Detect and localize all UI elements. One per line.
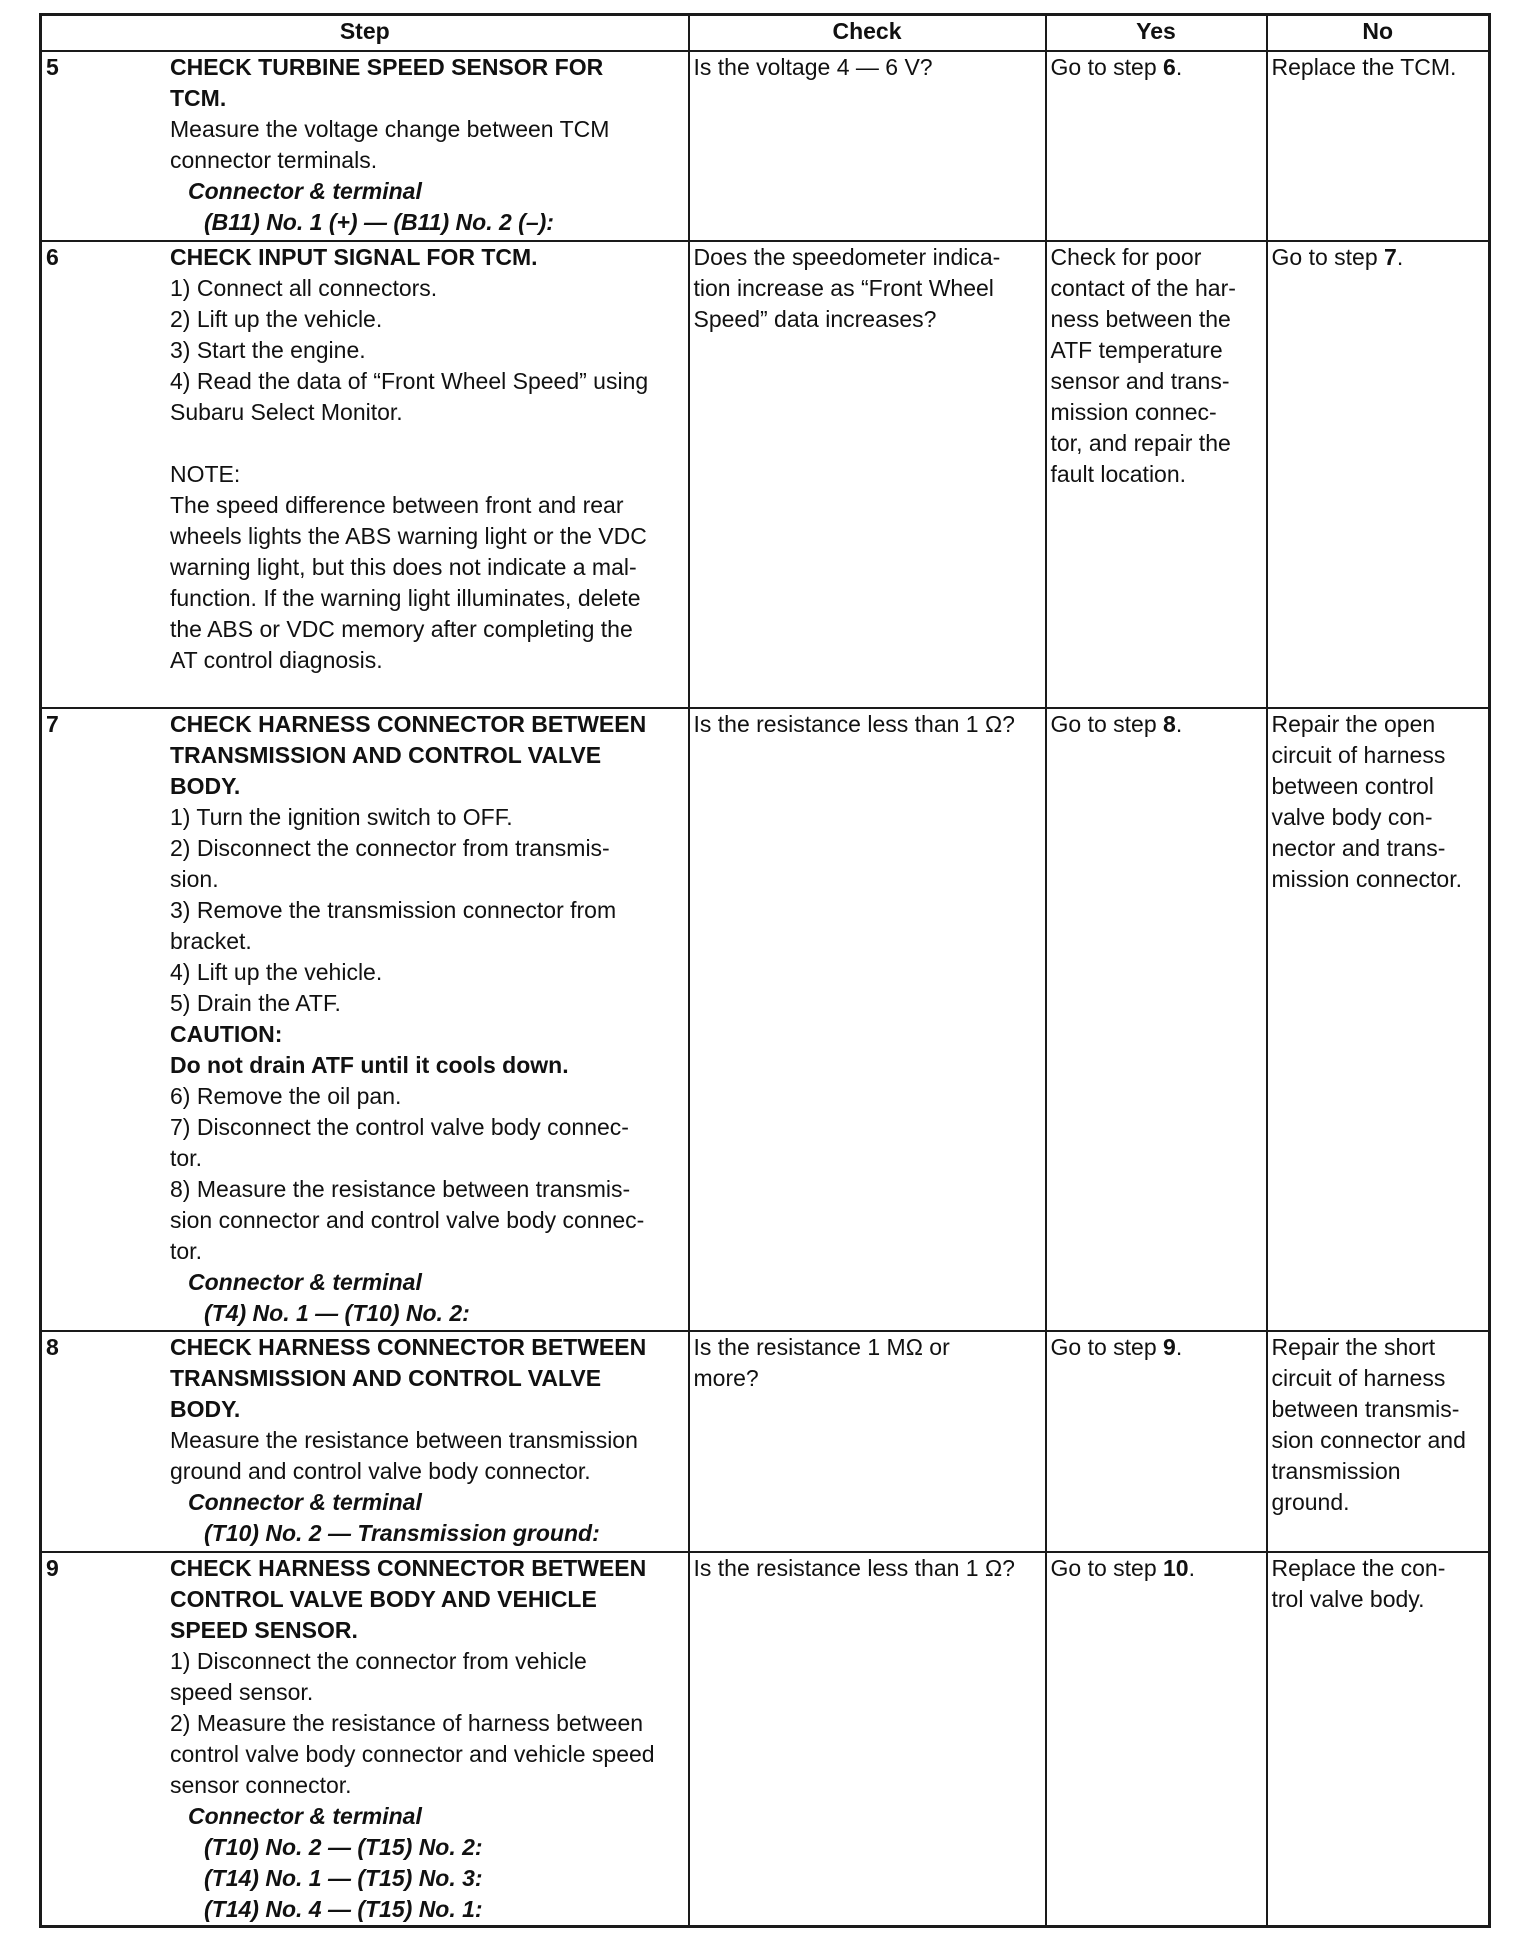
note-label: NOTE:	[170, 461, 241, 487]
no-text: ground.	[1271, 1489, 1350, 1515]
step-item: control valve body connector and vehicle speed	[170, 1741, 655, 1767]
step-item: sion connector and control valve body connec-	[170, 1207, 645, 1233]
check-text: Is the resistance less than 1 Ω?	[693, 711, 1015, 737]
step-item: 3) Remove the transmission connector from	[170, 897, 617, 923]
no-text: circuit of harness	[1271, 1365, 1446, 1391]
note-text: wheels lights the ABS warning light or the VDC	[170, 523, 647, 549]
step-item: 1) Disconnect the connector from vehicle	[170, 1648, 587, 1674]
yes-text: fault location.	[1050, 461, 1187, 487]
step-item: 5) Drain the ATF.	[170, 990, 341, 1016]
step-number: 5	[46, 54, 59, 80]
check-cell	[689, 1331, 1046, 1552]
no-text: Repair the short	[1271, 1334, 1436, 1360]
table-row	[41, 1331, 1490, 1552]
yes-text: contact of the har-	[1050, 275, 1236, 301]
yes-text: ness between the	[1050, 306, 1231, 332]
header-yes: Yes	[1046, 15, 1267, 52]
yes-step-link[interactable]: 10	[1163, 1555, 1189, 1581]
header-no: No	[1267, 15, 1490, 52]
step-title: CHECK INPUT SIGNAL FOR TCM.	[170, 244, 538, 270]
no-step-link[interactable]: 7	[1384, 244, 1397, 270]
step-cell	[41, 51, 689, 241]
no-cell	[1267, 51, 1490, 241]
step-number: 6	[46, 244, 59, 270]
connector-label: Connector & terminal	[188, 178, 422, 204]
no-text: mission connector.	[1271, 866, 1462, 892]
step-item: 4) Read the data of “Front Wheel Speed” using	[170, 368, 649, 394]
step-item: 2) Disconnect the connector from transmis-	[170, 835, 610, 861]
check-text: Is the resistance 1 MΩ or	[693, 1334, 950, 1360]
yes-suffix: .	[1175, 711, 1183, 737]
no-text: Replace the con-	[1271, 1555, 1446, 1581]
no-text: Replace the TCM.	[1271, 54, 1457, 80]
step-item: tor.	[170, 1238, 202, 1264]
step-cell	[41, 241, 689, 708]
check-text: tion increase as “Front Wheel	[693, 275, 994, 301]
step-title: SPEED SENSOR.	[170, 1617, 358, 1643]
step-title: CHECK HARNESS CONNECTOR BETWEEN	[170, 1555, 647, 1581]
yes-text	[1051, 1332, 1262, 1363]
header-row	[41, 15, 1490, 52]
step-item: speed sensor.	[170, 1679, 314, 1705]
yes-prefix: Go to step	[1050, 1555, 1164, 1581]
yes-text: Check for poor	[1050, 244, 1202, 270]
connector-terminal: (T14) No. 1 — (T15) No. 3:	[204, 1865, 483, 1891]
step-item: tor.	[170, 1145, 202, 1171]
note-text: the ABS or VDC memory after completing the	[170, 616, 633, 642]
step-item: 4) Lift up the vehicle.	[170, 959, 383, 985]
note-text: AT control diagnosis.	[170, 647, 383, 673]
yes-step-link[interactable]: 6	[1163, 54, 1176, 80]
yes-cell	[1046, 1331, 1267, 1552]
table-row	[41, 708, 1490, 1331]
step-item: 7) Disconnect the control valve body connec-	[170, 1114, 629, 1140]
connector-terminal: (T10) No. 2 — Transmission ground:	[204, 1520, 600, 1546]
check-text: more?	[693, 1365, 759, 1391]
yes-text	[1051, 52, 1262, 83]
no-text	[1272, 242, 1485, 273]
step-item: sion.	[170, 866, 219, 892]
step-item: 1) Turn the ignition switch to OFF.	[170, 804, 513, 830]
check-text: Is the resistance less than 1 Ω?	[693, 1555, 1015, 1581]
no-text: nector and trans-	[1271, 835, 1446, 861]
table-row	[41, 241, 1490, 708]
step-title: TRANSMISSION AND CONTROL VALVE	[170, 1365, 602, 1391]
no-text: transmission	[1271, 1458, 1401, 1484]
note-text: function. If the warning light illuminates, delete	[170, 585, 641, 611]
yes-cell	[1046, 1552, 1267, 1927]
no-cell	[1267, 708, 1490, 1331]
step-item: 1) Connect all connectors.	[170, 275, 438, 301]
header-check: Check	[689, 15, 1046, 52]
no-cell	[1267, 1331, 1490, 1552]
step-number: 7	[46, 711, 59, 737]
no-text: between control	[1271, 773, 1434, 799]
header-step: Step	[41, 15, 689, 52]
connector-terminal: (T14) No. 4 — (T15) No. 1:	[204, 1896, 483, 1922]
check-text: Is the voltage 4 — 6 V?	[693, 54, 933, 80]
check-cell	[689, 1552, 1046, 1927]
yes-text: mission connec-	[1050, 399, 1217, 425]
step-text: connector terminals.	[170, 147, 378, 173]
no-cell	[1267, 241, 1490, 708]
step-title: CONTROL VALVE BODY AND VEHICLE	[170, 1586, 597, 1612]
connector-terminal: (T10) No. 2 — (T15) No. 2:	[204, 1834, 483, 1860]
step-item: bracket.	[170, 928, 252, 954]
step-item: sensor connector.	[170, 1772, 352, 1798]
step-cell	[41, 708, 689, 1331]
step-item: Subaru Select Monitor.	[170, 399, 403, 425]
step-title: BODY.	[170, 773, 241, 799]
step-cell	[41, 1331, 689, 1552]
yes-suffix: .	[1175, 54, 1183, 80]
yes-cell	[1046, 241, 1267, 708]
step-item: 3) Start the engine.	[170, 337, 366, 363]
yes-text: sensor and trans-	[1050, 368, 1230, 394]
no-text: between transmis-	[1271, 1396, 1460, 1422]
check-text: Speed” data increases?	[693, 306, 937, 332]
yes-prefix: Go to step	[1050, 54, 1164, 80]
caution-text: Do not drain ATF until it cools down.	[170, 1052, 569, 1078]
connector-label: Connector & terminal	[188, 1803, 422, 1829]
connector-terminal: (T4) No. 1 — (T10) No. 2:	[204, 1300, 470, 1326]
yes-text: tor, and repair the	[1050, 430, 1231, 456]
check-text: Does the speedometer indica-	[693, 244, 1001, 270]
table-row	[41, 51, 1490, 241]
yes-prefix: Go to step	[1050, 711, 1164, 737]
step-title: BODY.	[170, 1396, 241, 1422]
connector-label: Connector & terminal	[188, 1269, 422, 1295]
connector-label: Connector & terminal	[188, 1489, 422, 1515]
step-number: 9	[46, 1555, 59, 1581]
step-title: TRANSMISSION AND CONTROL VALVE	[170, 742, 602, 768]
note-text: The speed difference between front and rear	[170, 492, 624, 518]
yes-cell	[1046, 51, 1267, 241]
step-item: 6) Remove the oil pan.	[170, 1083, 402, 1109]
step-cell	[41, 1552, 689, 1927]
caution-label: CAUTION:	[170, 1021, 283, 1047]
step-title: CHECK TURBINE SPEED SENSOR FOR	[170, 54, 604, 80]
step-number: 8	[46, 1334, 59, 1360]
yes-step-link[interactable]: 9	[1163, 1334, 1176, 1360]
yes-cell	[1046, 708, 1267, 1331]
note-text: warning light, but this does not indicate a mal-	[170, 554, 637, 580]
yes-step-link[interactable]: 8	[1163, 711, 1176, 737]
no-suffix: .	[1396, 244, 1404, 270]
diagnosis-table	[39, 13, 1491, 1928]
no-text: Repair the open	[1271, 711, 1436, 737]
step-title: TCM.	[170, 85, 227, 111]
step-item: 8) Measure the resistance between transmis-	[170, 1176, 631, 1202]
step-text: Measure the resistance between transmission	[170, 1427, 638, 1453]
yes-suffix: .	[1188, 1555, 1195, 1581]
table-row	[41, 1552, 1490, 1927]
no-prefix: Go to step	[1271, 244, 1385, 270]
connector-terminal: (B11) No. 1 (+) — (B11) No. 2 (–):	[204, 209, 554, 235]
yes-text: ATF temperature	[1050, 337, 1223, 363]
step-item: 2) Measure the resistance of harness between	[170, 1710, 644, 1736]
check-cell	[689, 241, 1046, 708]
no-text: sion connector and	[1271, 1427, 1466, 1453]
no-text: trol valve body.	[1271, 1586, 1425, 1612]
step-title: CHECK HARNESS CONNECTOR BETWEEN	[170, 711, 647, 737]
check-cell	[689, 51, 1046, 241]
no-cell	[1267, 1552, 1490, 1927]
step-text: Measure the voltage change between TCM	[170, 116, 610, 142]
step-text: ground and control valve body connector.	[170, 1458, 591, 1484]
yes-prefix: Go to step	[1050, 1334, 1164, 1360]
step-item: 2) Lift up the vehicle.	[170, 306, 383, 332]
no-text: valve body con-	[1271, 804, 1433, 830]
yes-text	[1051, 709, 1262, 740]
yes-text	[1051, 1553, 1262, 1584]
step-title: CHECK HARNESS CONNECTOR BETWEEN	[170, 1334, 647, 1360]
check-cell	[689, 708, 1046, 1331]
yes-suffix: .	[1175, 1334, 1183, 1360]
no-text: circuit of harness	[1271, 742, 1446, 768]
